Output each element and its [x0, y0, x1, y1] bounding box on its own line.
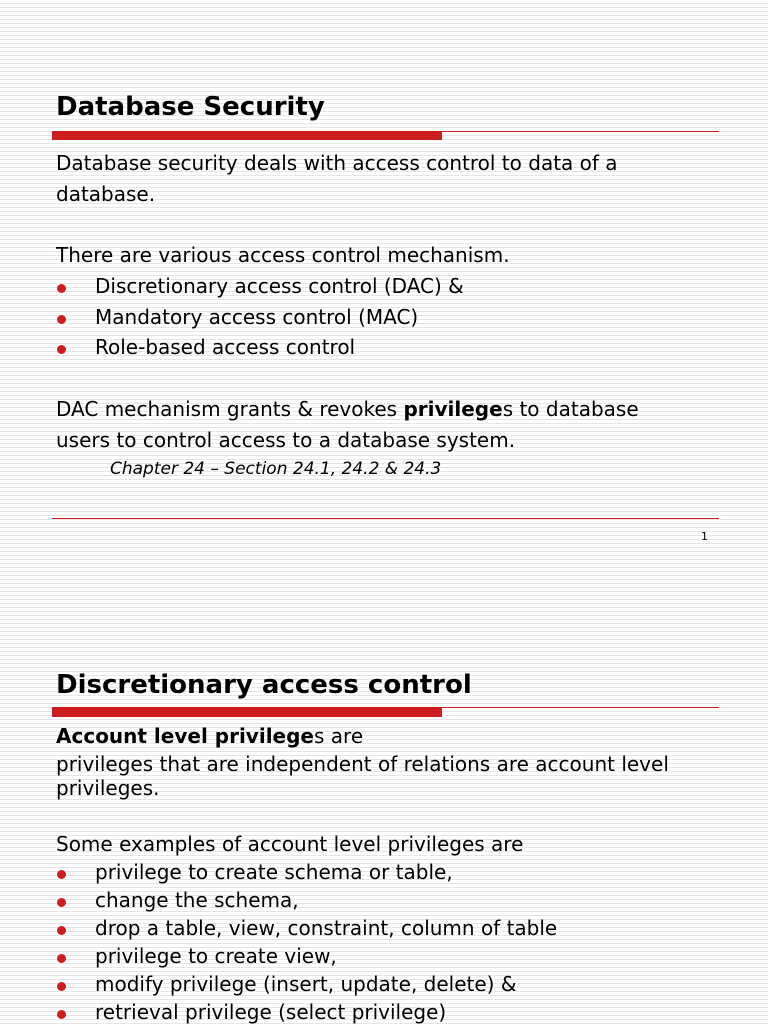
bullet-dot — [57, 1010, 66, 1019]
bullet-item: change the schema, — [95, 888, 299, 912]
dac-text-pre: DAC mechanism grants & revokes — [56, 397, 404, 421]
privilege-emphasis: privilege — [403, 397, 503, 421]
title-underline-thick — [52, 708, 442, 717]
bullet-item: Mandatory access control (MAC) — [95, 305, 419, 329]
bullet-item: privilege to create schema or table, — [95, 860, 453, 884]
intro-line-1: Database security deals with access control to data of a — [56, 151, 618, 175]
slide-title: Discretionary access control — [56, 670, 472, 700]
dac-line-2: users to control access to a database system. — [56, 428, 516, 452]
title-underline-thin — [52, 131, 719, 132]
section-heading — [56, 724, 363, 748]
title-underline-thin — [52, 707, 719, 708]
bullet-item: privilege to create view, — [95, 944, 337, 968]
page-number: 1 — [701, 530, 708, 543]
definition-line-2: privileges. — [56, 776, 160, 800]
slide-2 — [0, 640, 768, 1024]
definition-line-1: privileges that are independent of relations are account level — [56, 752, 669, 776]
heading-post: s are — [314, 724, 364, 748]
bullet-dot — [57, 954, 66, 963]
slide-title: Database Security — [56, 92, 325, 122]
title-underline-thick — [52, 131, 442, 140]
bullet-dot — [57, 870, 66, 879]
bullet-dot — [57, 284, 66, 293]
footer-rule — [52, 518, 719, 519]
bullet-item: drop a table, view, constraint, column of table — [95, 916, 558, 940]
bullet-item: Role-based access control — [95, 335, 356, 359]
bullet-dot — [57, 345, 66, 354]
heading-bold: Account level privilege — [56, 724, 314, 748]
bullet-item: retrieval privilege (select privilege) — [95, 1000, 447, 1024]
bullet-dot — [57, 898, 66, 907]
dac-line-1 — [56, 397, 639, 421]
bullet-dot — [57, 982, 66, 991]
mechanisms-intro: There are various access control mechanism. — [56, 243, 510, 267]
dac-text-post: s to database — [502, 397, 639, 421]
intro-line-2: database. — [56, 182, 156, 206]
examples-intro: Some examples of account level privileges are — [56, 832, 524, 856]
bullet-item: Discretionary access control (DAC) & — [95, 274, 464, 298]
bullet-dot — [57, 315, 66, 324]
bullet-item: modify privilege (insert, update, delete) & — [95, 972, 517, 996]
chapter-reference: Chapter 24 – Section 24.1, 24.2 & 24.3 — [110, 459, 442, 479]
bullet-dot — [57, 926, 66, 935]
